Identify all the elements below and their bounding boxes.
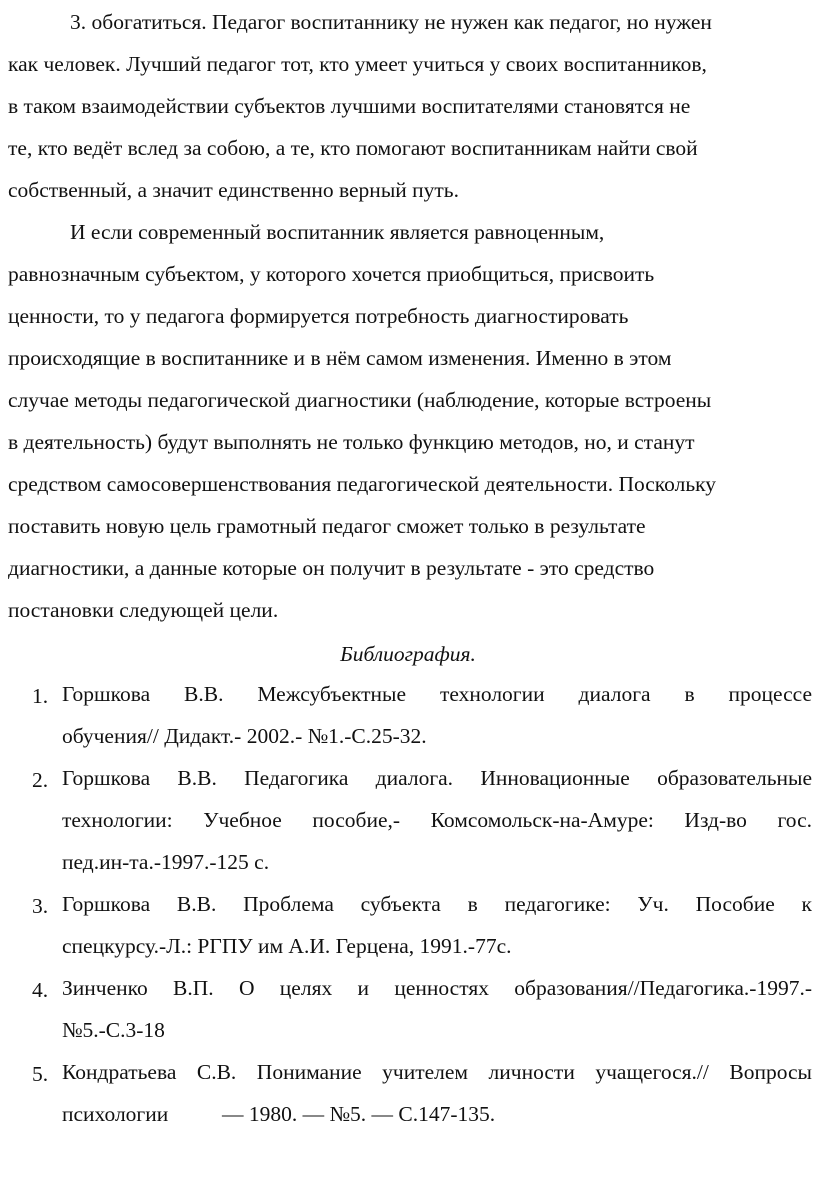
- bibliography-item-1-line-1: Горшкова В.В. Межсубъектные технологии диалога в процессе: [62, 682, 812, 706]
- paragraph-1-line-2: как человек. Лучший педагог тот, кто умеет учиться у своих воспитанников,: [8, 52, 707, 76]
- bibliography-item-5-line-1: Кондратьева С.В. Понимание учителем личности учащегося.// Вопросы: [62, 1060, 812, 1084]
- bibliography-item-3-number: 3.: [32, 894, 49, 918]
- paragraph-2-line-10: постановки следующей цели.: [8, 598, 279, 622]
- bibliography-item-2-line-1: Горшкова В.В. Педагогика диалога. Инновационные образовательные: [62, 766, 812, 790]
- paragraph-1-line-1: 3. обогатиться. Педагог воспитаннику не нужен как педагог, но нужен: [70, 10, 712, 34]
- bibliography-item-4-line-1: Зинченко В.П. О целях и ценностях образования//Педагогика.-1997.-: [62, 976, 812, 1000]
- bibliography-item-3-line-2: спецкурсу.-Л.: РГПУ им А.И. Герцена, 1991.-77с.: [62, 934, 512, 958]
- paragraph-2-line-7: средством самосовершенствования педагогической деятельности. Поскольку: [8, 472, 717, 496]
- bibliography-item-1-line-2: обучения// Дидакт.- 2002.- №1.-С.25-32.: [62, 724, 427, 748]
- bibliography-item-2-line-3: пед.ин-та.-1997.-125 с.: [62, 850, 270, 874]
- paragraph-2-line-8: поставить новую цель грамотный педагог сможет только в результате: [8, 514, 646, 538]
- bibliography-item-4-line-2: №5.-С.3-18: [62, 1018, 165, 1042]
- paragraph-2-line-9: диагностики, а данные которые он получит в результате - это средство: [8, 556, 655, 580]
- bibliography-item-1-number: 1.: [32, 684, 49, 708]
- bibliography-item-2-number: 2.: [32, 768, 49, 792]
- bibliography-item-3-line-1: Горшкова В.В. Проблема субъекта в педагогике: Уч. Пособие к: [62, 892, 812, 916]
- bibliography-item-5-line-2: психологии — 1980. — №5. — С.147-135.: [62, 1102, 496, 1126]
- bibliography-item-4-number: 4.: [32, 978, 49, 1002]
- paragraph-2-line-1: И если современный воспитанник является равноценным,: [70, 220, 605, 244]
- paragraph-2-line-6: в деятельность) будут выполнять не только функцию методов, но, и станут: [8, 430, 695, 454]
- paragraph-2-line-2: равнозначным субъектом, у которого хочется приобщиться, присвоить: [8, 262, 655, 286]
- bibliography-item-5-number: 5.: [32, 1062, 49, 1086]
- paragraph-2-line-3: ценности, то у педагога формируется потребность диагностировать: [8, 304, 629, 328]
- paragraph-2-line-4: происходящие в воспитаннике и в нём самом изменения. Именно в этом: [8, 346, 672, 370]
- paragraph-1-line-4: те, кто ведёт вслед за собою, а те, кто помогают воспитанникам найти свой: [8, 136, 698, 160]
- paragraph-2-line-5: случае методы педагогической диагностики (наблюдение, которые встроены: [8, 388, 712, 412]
- paragraph-1-line-3: в таком взаимодействии субъектов лучшими воспитателями становятся не: [8, 94, 691, 118]
- bibliography-title: Библиография.: [340, 642, 476, 666]
- paragraph-1-line-5: собственный, а значит единственно верный путь.: [8, 178, 459, 202]
- bibliography-item-2-line-2: технологии: Учебное пособие,- Комсомольск-на-Амуре: Изд-во гос.: [62, 808, 812, 832]
